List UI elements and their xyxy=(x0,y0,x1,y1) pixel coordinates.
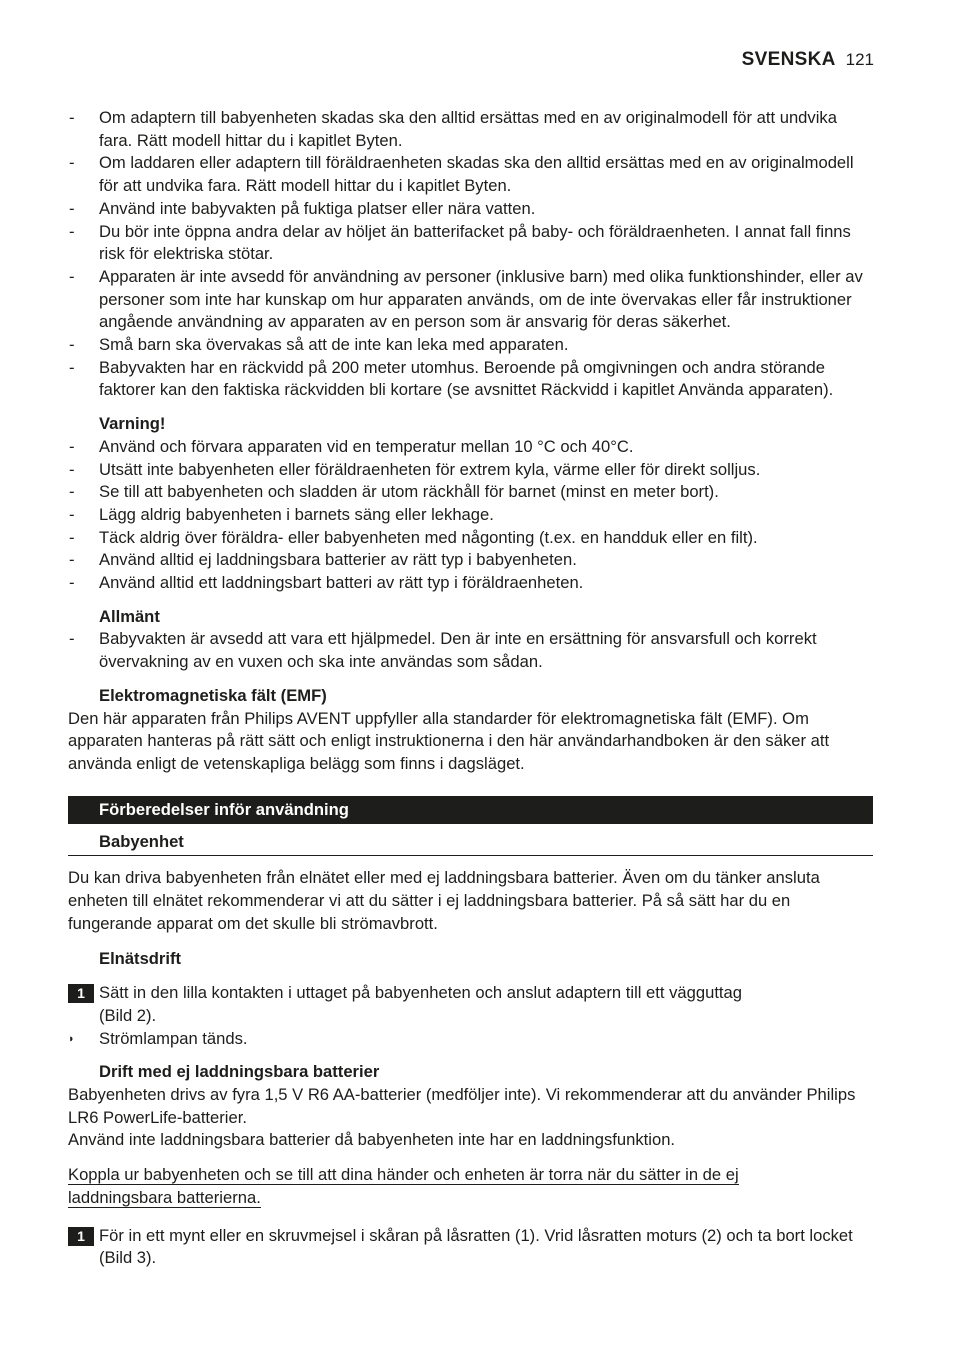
list-item: - Använd alltid ett laddningsbart batteri av rätt typ i föräldraenheten. xyxy=(69,573,584,593)
intro-text: Du kan driva babyenheten från elnätet eller med ej laddningsbara batterier. Även om du tänker ansluta enheten till elnätet rekommenderar vi att du sätter i ej laddningsbara batterier. På så sätt har du en fungerande apparat om det skulle bli strömavbrott. xyxy=(68,868,820,933)
list-item: - Babyvakten har en räckvidd på 200 meter utomhus. Beroende på omgivningen och andra störande faktorer kan den faktiska räckvidden bli kortare (se avsnittet Räckvidd i kapitlet Använda apparaten). xyxy=(69,357,834,400)
section-title-bar: Förberedelser inför användning xyxy=(68,796,873,824)
batteries-heading: Drift med ej laddningsbara batterier xyxy=(99,1062,380,1082)
emf-text: Den här apparaten från Philips AVENT uppfyller alla standarder för elektromagnetiska fält (EMF). Om apparaten hanteras på rätt sätt och enligt instruktionerna i den här användarhandboken är den säker att använda enligt de vetenskapliga belägg som finns i dagsläget. xyxy=(68,708,830,773)
step-number-badge: 1 xyxy=(68,984,94,1003)
list-item: - Använd och förvara apparaten vid en temperatur mellan 10 °C och 40°C. xyxy=(69,436,634,456)
language-label: SVENSKA xyxy=(741,49,836,70)
page-number: 121 xyxy=(845,50,874,69)
warning-list xyxy=(68,436,873,595)
page-header xyxy=(742,49,874,71)
underlined-warning: Koppla ur babyenheten och se till att dina händer och enheten är torra när du sätter in de ej laddningsbara batterierna. xyxy=(68,1165,739,1207)
batteries-text: Babyenheten drivs av fyra 1,5 V R6 AA-batterier (medföljer inte). Vi rekommenderar att du använder Philips LR6 PowerLife-batterier. xyxy=(68,1085,856,1127)
step-text: Sätt in den lilla kontakten i uttaget på babyenheten och anslut adaptern till ett vägguttag (Bild 2). xyxy=(99,983,742,1025)
warning-heading: Varning! xyxy=(99,414,166,434)
result-text: Strömlampan tänds. xyxy=(99,1028,248,1048)
list-item: - Babyvakten är avsedd att vara ett hjälpmedel. Den är inte en ersättning för ansvarsfull och korrekt övervakning av en vuxen och ska inte användas som sådan. xyxy=(69,629,817,672)
list-item: - Små barn ska övervakas så att de inte kan leka med apparaten. xyxy=(69,335,569,355)
list-item: - Lägg aldrig babyenheten i barnets säng eller lekhage. xyxy=(69,504,494,524)
safety-list xyxy=(68,107,873,402)
list-item: - Använd alltid ej laddningsbara batterier av rätt typ i babyenheten. xyxy=(69,550,577,570)
page-content xyxy=(68,107,873,1270)
list-item: - Apparaten är inte avsedd för användning av personer (inklusive barn) med olika funktionshinder, eller av personer som inte har kunskap om hur apparaten används, om de inte övervakas eller får instruktioner angående användning av apparaten av en person som är ansvarig för deras säkerhet. xyxy=(69,266,863,332)
list-item: - Använd inte babyvakten på fuktiga platser eller nära vatten. xyxy=(69,198,536,218)
step-text: För in ett mynt eller en skruvmejsel i skåran på låsratten (1). Vrid låsratten moturs (2) och ta bort locket (Bild 3). xyxy=(99,1225,853,1268)
list-item: - Du bör inte öppna andra delar av höljet än batterifacket på baby- och föräldraenheten. I annat fall finns risk för elektriska stötar. xyxy=(69,221,851,264)
list-item: - Utsätt inte babyenheten eller föräldraenheten för extrem kyla, värme eller för direkt solljus. xyxy=(69,459,761,479)
list-item: - Se till att babyenheten och sladden är utom räckhåll för barnet (minst en meter bort). xyxy=(69,482,719,502)
step-number-badge: 1 xyxy=(68,1227,94,1246)
batteries-text-2: Använd inte laddningsbara batterier då babyenheten inte har en laddningsfunktion. xyxy=(68,1130,676,1150)
result-arrow-icon: ◗ xyxy=(68,1032,75,1045)
step-item xyxy=(68,982,873,1027)
general-heading: Allmänt xyxy=(99,606,160,626)
step-item xyxy=(68,1225,873,1270)
section-subtitle: Babyenhet xyxy=(68,831,873,857)
list-item: - Om adaptern till babyenheten skadas ska den alltid ersättas med en av originalmodell för att undvika fara. Rätt modell hittar du i kapitlet Byten. xyxy=(69,108,837,150)
result-item xyxy=(68,1028,873,1051)
mains-heading: Elnätsdrift xyxy=(99,948,182,968)
list-item: - Om laddaren eller adaptern till föräldraenheten skadas ska den alltid ersättas med en av originalmodell för att undvika fara. Rätt modell hittar du i kapitlet Byten. xyxy=(69,153,854,196)
emf-heading: Elektromagnetiska fält (EMF) xyxy=(99,685,327,705)
list-item: - Täck aldrig över föräldra- eller babyenheten med någonting (t.ex. en handduk eller en filt). xyxy=(69,527,758,547)
